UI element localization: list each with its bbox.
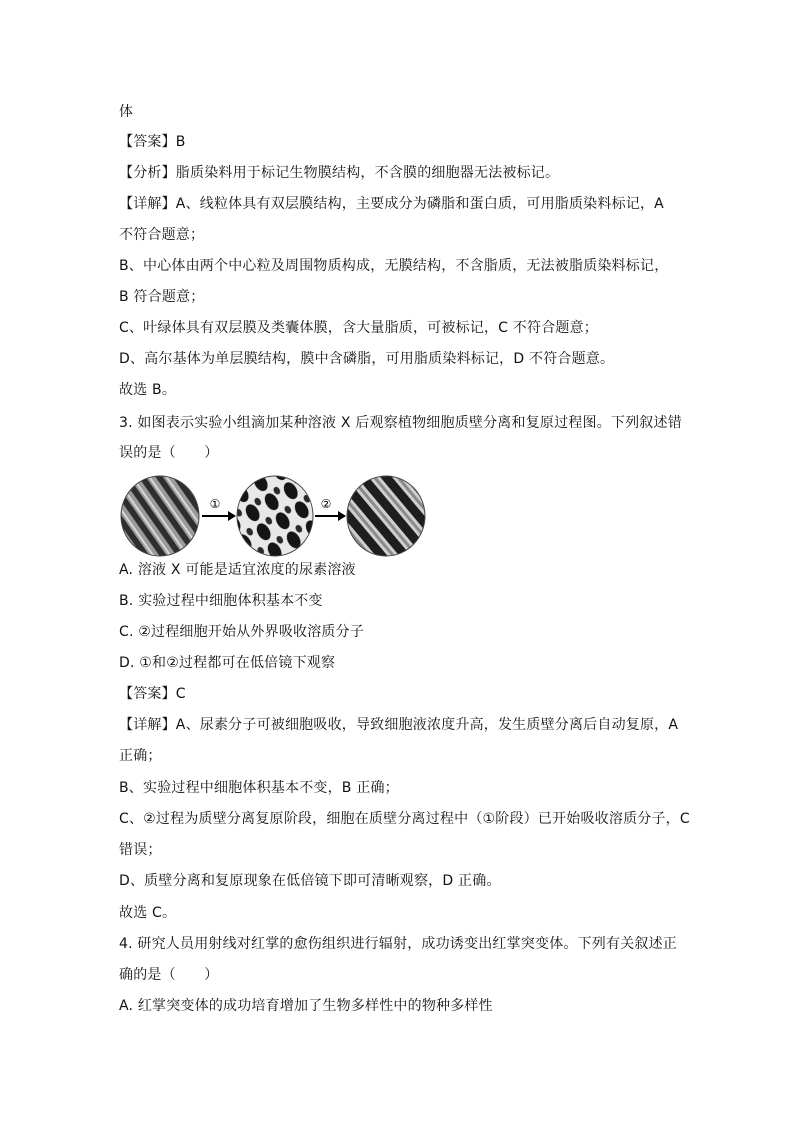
text-line: C、叶绿体具有双层膜及类囊体膜，含大量脂质，可被标记，C 不符合题意；: [119, 320, 598, 336]
question-line: 4. 研究人员用射线对红掌的愈伤组织进行辐射，成功诱变出红掌突变体。下列有关叙述正: [119, 936, 678, 952]
option-a: A. 溶液 X 可能是适宜浓度的尿素溶液: [119, 562, 356, 578]
text-line: D、质壁分离和复原现象在低倍镜下即可清晰观察，D 正确。: [119, 873, 501, 889]
arrow-two-label: ②: [320, 497, 332, 511]
arrow-two: [315, 497, 346, 521]
answer-line: 【答案】C: [119, 686, 186, 702]
text-line: 错误；: [119, 842, 162, 858]
text-line: C、②过程为质壁分离复原阶段，细胞在质壁分离过程中（①阶段）已开始吸收溶质分子，C: [119, 811, 690, 827]
text-line: 正确；: [119, 748, 162, 764]
detail-line: 【详解】A、线粒体具有双层膜结构，主要成分为磷脂和蛋白质，可用脂质染料标记，A: [119, 196, 664, 212]
answer-line: 【答案】B: [119, 134, 186, 150]
analysis-line: 【分析】脂质染料用于标记生物膜结构，不含膜的细胞器无法被标记。: [119, 165, 560, 181]
micrograph-plasmolysis: [237, 476, 313, 556]
cell-plasmolysis-figure: [120, 475, 426, 557]
option-a: A. 红掌突变体的成功培育增加了生物多样性中的物种多样性: [119, 998, 493, 1014]
conclusion-line: 故选 B。: [119, 382, 177, 398]
micrograph-initial: [121, 476, 199, 556]
arrow-one: [202, 497, 236, 521]
text-line: B 符合题意；: [119, 289, 205, 305]
conclusion-line: 故选 C。: [119, 905, 177, 921]
option-d: D. ①和②过程都可在低倍镜下观察: [119, 655, 336, 671]
text-line: B、实验过程中细胞体积基本不变，B 正确；: [119, 780, 399, 796]
text-line: B、中心体由两个中心粒及周围物质构成，无膜结构，不含脂质，无法被脂质染料标记，: [119, 258, 669, 274]
text-line: 体: [119, 104, 134, 120]
detail-line: 【详解】A、尿素分子可被细胞吸收，导致细胞液浓度升高，发生质壁分离后自动复原，A: [119, 717, 679, 733]
option-c: C. ②过程细胞开始从外界吸收溶质分子: [119, 624, 365, 640]
question-line: 3. 如图表示实验小组滴加某种溶液 X 后观察植物细胞质壁分离和复原过程图。下列叙述错: [119, 415, 682, 431]
question-line: 确的是（ ）: [119, 967, 219, 983]
text-line: 不符合题意；: [119, 227, 205, 243]
text-line: D、高尔基体为单层膜结构，膜中含磷脂，可用脂质染料标记，D 不符合题意。: [119, 351, 615, 367]
question-line: 误的是（ ）: [119, 445, 219, 461]
micrograph-recovery: [347, 476, 425, 556]
arrow-one-label: ①: [209, 497, 221, 511]
option-b: B. 实验过程中细胞体积基本不变: [119, 593, 323, 609]
